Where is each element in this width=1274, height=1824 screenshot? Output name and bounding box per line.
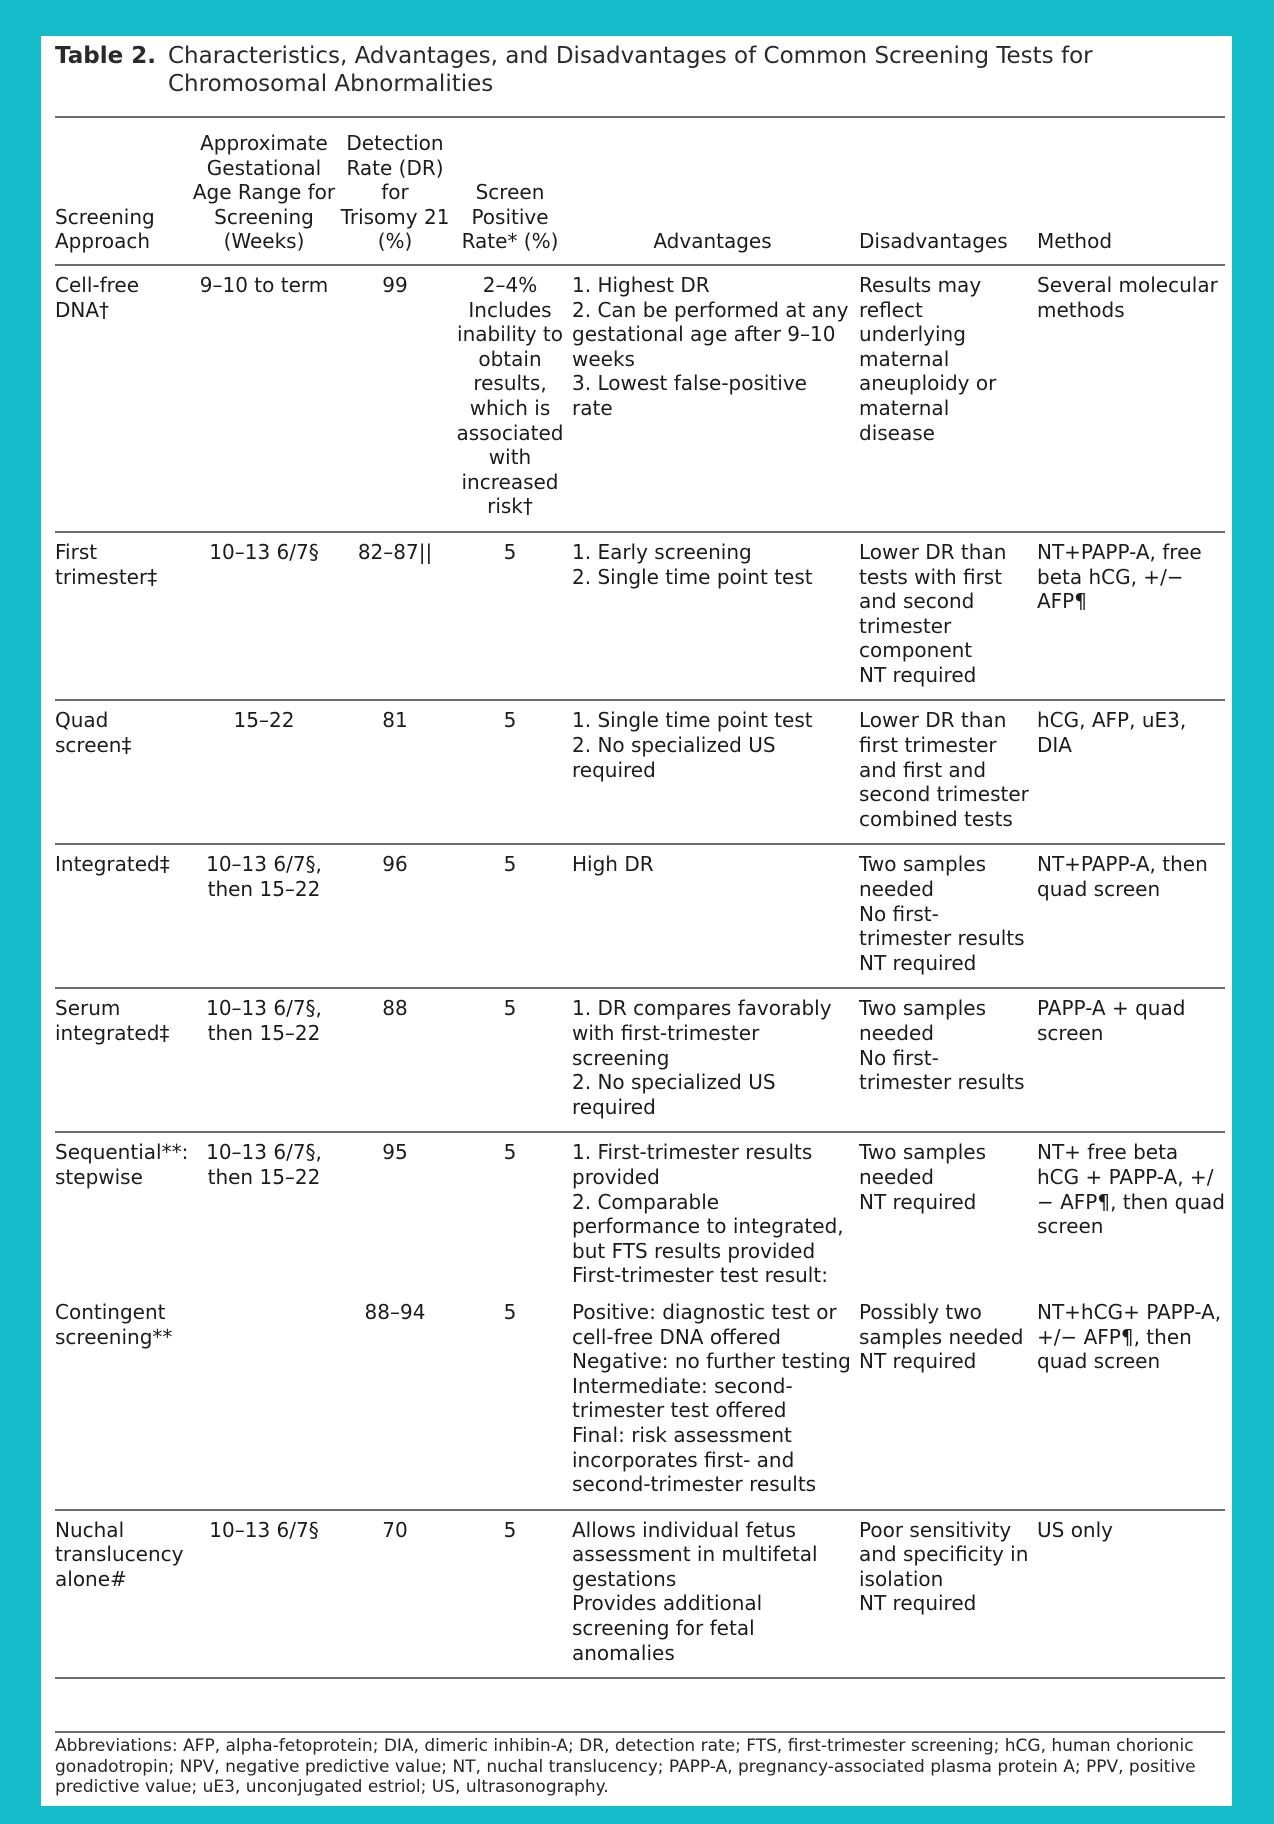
cell-method: PAPP-A + quad screen [1029, 988, 1225, 1132]
table-title [55, 42, 1215, 97]
cell-approach: Integrated‡ [55, 844, 188, 988]
cell-disadv: Results may reflect underlying maternal aneuploidy or maternal disease [853, 265, 1029, 532]
cell-disadv: Two samples needed No first-trimester results [853, 988, 1029, 1132]
header-method: Method [1029, 131, 1225, 265]
cell-spr: 5 [450, 532, 570, 701]
cell-adv: High DR [570, 844, 853, 988]
table-row [55, 532, 1225, 701]
cell-disadv: Poor sensitivity and specificity in isolation NT required [853, 1510, 1029, 1679]
cell-ga: 15–22 [188, 700, 340, 844]
header-approach: Screening Approach [55, 131, 188, 265]
cell-disadv: Lower DR than tests with first and second trimester component NT required [853, 532, 1029, 701]
table-label: Table 2. [55, 43, 156, 69]
cell-spr: 5 [450, 700, 570, 844]
header-gestational-age: Approximate Gestational Age Range for Screening (Weeks) [188, 131, 340, 265]
cell-disadv: Two samples needed No first-trimester results NT required [853, 844, 1029, 988]
table-row [55, 1510, 1225, 1679]
cell-approach: Nuchal translucency alone# [55, 1510, 188, 1679]
cell-spr: 5 [450, 844, 570, 988]
top-rule [55, 116, 1225, 118]
cell-approach: First trimester‡ [55, 532, 188, 701]
cell-method: NT+hCG+ PAPP-A, +/− AFP¶, then quad screen [1029, 1300, 1225, 1510]
abbreviations-note: Abbreviations: AFP, alpha-fetoprotein; DIA, dimeric inhibin-A; DR, detection rate; FTS, first-trimester screening; hCG, human chorionic gonadotropin; NPV, negative predictive value; NT, nuchal translucency; PAPP-A, pregnancy-associated plasma protein A; PPV, positive predictive value; uE3, unconjugated estriol; US, ultrasonography. [55, 1736, 1196, 1797]
cell-dr: 95 [382, 1140, 408, 1165]
cell-approach: Sequential**: stepwise [55, 1140, 189, 1189]
cell-ga: 10–13 6/7§, then 15–22 [206, 1140, 322, 1189]
cell-disadv: Two samples needed NT required [859, 1140, 986, 1214]
cell-spr: 5 [503, 1140, 517, 1165]
cell-adv: 1. First-trimester results provided 2. Comparable performance to integrated, but FTS results provided First-trimester test result: [572, 1140, 844, 1288]
cell-dr: 88–94 [340, 1300, 450, 1510]
cell-dr: 82–87|| [340, 532, 450, 701]
cell-dr: 81 [340, 700, 450, 844]
header-disadvantages: Disadvantages [853, 131, 1029, 265]
cell-ga: 10–13 6/7§ [188, 532, 340, 701]
cell-ga: 10–13 6/7§, then 15–22 [188, 844, 340, 988]
cell-method: Several molecular methods [1029, 265, 1225, 532]
cell-spr: 5 [450, 1510, 570, 1679]
table-body [55, 265, 1225, 1678]
cell-method: hCG, AFP, uE3, DIA [1029, 700, 1225, 844]
cell-spr: 2–4% Includes inability to obtain results, which is associated with increased risk† [450, 265, 570, 532]
cell-dr: 96 [340, 844, 450, 988]
table-row [55, 988, 1225, 1132]
screening-table [55, 131, 1225, 1679]
cell-method: NT+PAPP-A, then quad screen [1029, 844, 1225, 988]
header-screen-positive-rate: Screen Positive Rate* (%) [450, 131, 570, 265]
header-detection-rate: Detection Rate (DR) for Trisomy 21 (%) [340, 131, 450, 265]
cell-dr: 70 [340, 1510, 450, 1679]
cell-dr: 99 [340, 265, 450, 532]
cell-adv: 1. Highest DR 2. Can be performed at any gestational age after 9–10 weeks 3. Lowest false-positive rate [570, 265, 853, 532]
cell-adv: Allows individual fetus assessment in multifetal gestations Provides additional screening for fetal anomalies [570, 1510, 853, 1679]
cell-adv: 1. DR compares favorably with first-trimester screening 2. No specialized US required [570, 988, 853, 1132]
cell-ga: 10–13 6/7§ [188, 1510, 340, 1679]
cell-approach: Contingent screening** [55, 1300, 188, 1510]
cell-adv: 1. Single time point test 2. No specialized US required [570, 700, 853, 844]
cell-ga: 9–10 to term [188, 265, 340, 532]
cell-approach: Cell-free DNA† [55, 265, 188, 532]
cell-method: US only [1029, 1510, 1225, 1679]
cell-adv: Positive: diagnostic test or cell-free DNA offered Negative: no further testing Intermediate: second-trimester test offered Final: risk assessment incorporates first- and second-trimester results [570, 1300, 853, 1510]
cell-approach: Quad screen‡ [55, 700, 188, 844]
cell-adv: 1. Early screening 2. Single time point test [570, 532, 853, 701]
cell-method: NT+ free beta hCG + PAPP-A, +/− AFP¶, then quad screen [1037, 1140, 1225, 1239]
document-page [41, 36, 1232, 1806]
header-row [55, 131, 1225, 265]
cell-spr: 5 [450, 1300, 570, 1510]
table-row [55, 700, 1225, 844]
table-row [55, 1132, 1225, 1300]
cell-disadv: Possibly two samples needed NT required [853, 1300, 1029, 1510]
cell-disadv: Lower DR than first trimester and first and second trimester combined tests [853, 700, 1029, 844]
cell-ga: 10–13 6/7§, then 15–22 [188, 988, 340, 1132]
table-caption: Characteristics, Advantages, and Disadvantages of Common Screening Tests for Chromosomal Abnormalities [168, 43, 1093, 97]
cell-ga [188, 1300, 340, 1510]
table-row [55, 265, 1225, 532]
cell-dr: 88 [340, 988, 450, 1132]
table-row [55, 844, 1225, 988]
cell-approach: Serum integrated‡ [55, 988, 188, 1132]
cell-method: NT+PAPP-A, free beta hCG, +/− AFP¶ [1029, 532, 1225, 701]
header-advantages: Advantages [570, 131, 853, 265]
table-row [55, 1300, 1225, 1510]
cell-spr: 5 [450, 988, 570, 1132]
footnote-rule [55, 1731, 1225, 1733]
